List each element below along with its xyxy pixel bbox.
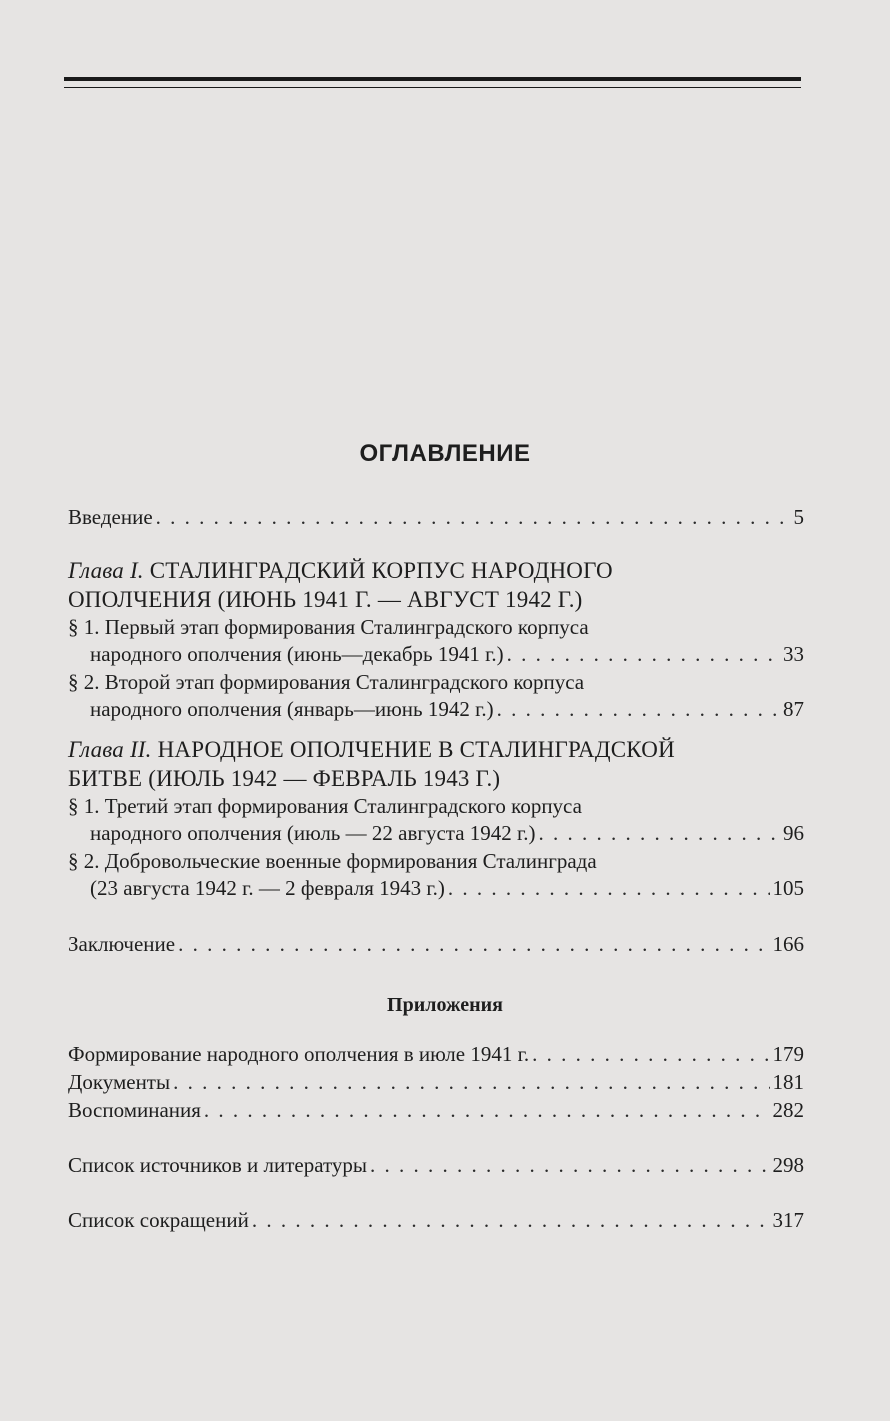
toc-entry-text: народного ополчения (январь—июнь 1942 г.) bbox=[90, 697, 494, 721]
toc-entry-text: Введение bbox=[68, 505, 153, 529]
toc-entry-text: Формирование народного ополчения в июле 1941 г. bbox=[68, 1042, 530, 1066]
dot-leader bbox=[448, 874, 770, 902]
chapter1-title-text: СТАЛИНГРАДСКИЙ КОРПУС НАРОДНОГО bbox=[149, 558, 613, 583]
toc-entry-ch1-section1[interactable] bbox=[90, 640, 804, 668]
dot-leader bbox=[370, 1151, 769, 1179]
dot-leader bbox=[178, 930, 769, 958]
chapter1-title-line1 bbox=[68, 556, 613, 586]
toc-title: ОГЛАВЛЕНИЕ bbox=[359, 440, 531, 467]
toc-entry-appendix-documents[interactable] bbox=[68, 1068, 804, 1096]
toc-entry-ch2-section1[interactable] bbox=[90, 819, 804, 847]
chapter1-title-line2: ОПОЛЧЕНИЯ (ИЮНЬ 1941 Г. — АВГУСТ 1942 Г.) bbox=[68, 587, 583, 612]
toc-page-number: 87 bbox=[783, 697, 804, 721]
toc-entry-text: Список сокращений bbox=[68, 1208, 249, 1232]
toc-entry-ch1-section2[interactable] bbox=[90, 695, 804, 723]
dot-leader bbox=[156, 503, 791, 531]
toc-entry-appendix-formation[interactable] bbox=[68, 1040, 804, 1068]
ch1-section2-line1: § 2. Второй этап формирования Сталинградского корпуса bbox=[68, 670, 585, 694]
chapter1-label: Глава I. bbox=[68, 558, 144, 583]
toc-page-number: 179 bbox=[772, 1042, 804, 1066]
toc-page-number: 33 bbox=[783, 642, 804, 666]
header-rule-thin bbox=[64, 87, 801, 88]
chapter2-title-text: НАРОДНОЕ ОПОЛЧЕНИЕ В СТАЛИНГРАДСКОЙ bbox=[157, 737, 675, 762]
chapter2-label: Глава II. bbox=[68, 737, 152, 762]
toc-entry-sources[interactable] bbox=[68, 1151, 804, 1179]
chapter2-title-line2: БИТВЕ (ИЮЛЬ 1942 — ФЕВРАЛЬ 1943 Г.) bbox=[68, 766, 501, 791]
toc-entry-appendix-memoirs[interactable] bbox=[68, 1096, 804, 1124]
dot-leader bbox=[252, 1206, 770, 1234]
toc-page-number: 282 bbox=[772, 1098, 804, 1122]
toc-entry-ch2-section2[interactable] bbox=[90, 874, 804, 902]
toc-page-number: 105 bbox=[772, 876, 804, 900]
toc-entry-text: Заключение bbox=[68, 932, 176, 956]
dot-leader bbox=[532, 1040, 769, 1068]
toc-page-number: 5 bbox=[793, 505, 804, 529]
dot-leader bbox=[173, 1068, 769, 1096]
toc-page-number: 317 bbox=[772, 1208, 804, 1232]
appendices-heading: Приложения bbox=[387, 994, 503, 1016]
header-rule-thick bbox=[64, 77, 801, 81]
toc-entry-text: народного ополчения (июль — 22 августа 1942 г.) bbox=[90, 821, 536, 845]
dot-leader bbox=[539, 819, 780, 847]
dot-leader bbox=[204, 1096, 770, 1124]
ch1-section1-line1: § 1. Первый этап формирования Сталинградского корпуса bbox=[68, 615, 589, 639]
toc-entry-conclusion[interactable] bbox=[68, 930, 804, 958]
toc-page-number: 166 bbox=[772, 932, 804, 956]
toc-entry-text: Список источников и литературы bbox=[68, 1153, 368, 1177]
toc-page-number: 298 bbox=[772, 1153, 804, 1177]
toc-entry-text: Воспоминания bbox=[68, 1098, 201, 1122]
toc-entry-intro[interactable] bbox=[68, 503, 804, 531]
toc-entry-text: (23 августа 1942 г. — 2 февраля 1943 г.) bbox=[90, 876, 445, 900]
ch2-section1-line1: § 1. Третий этап формирования Сталинградского корпуса bbox=[68, 794, 582, 818]
toc-entry-abbreviations[interactable] bbox=[68, 1206, 804, 1234]
chapter2-title-line1 bbox=[68, 735, 675, 765]
toc-page-number: 181 bbox=[772, 1070, 804, 1094]
toc-entry-text: Документы bbox=[68, 1070, 171, 1094]
dot-leader bbox=[507, 640, 780, 668]
dot-leader bbox=[497, 695, 780, 723]
ch2-section2-line1: § 2. Добровольческие военные формирования Сталинграда bbox=[68, 849, 597, 873]
toc-entry-text: народного ополчения (июнь—декабрь 1941 г.) bbox=[90, 642, 504, 666]
toc-page-number: 96 bbox=[783, 821, 804, 845]
